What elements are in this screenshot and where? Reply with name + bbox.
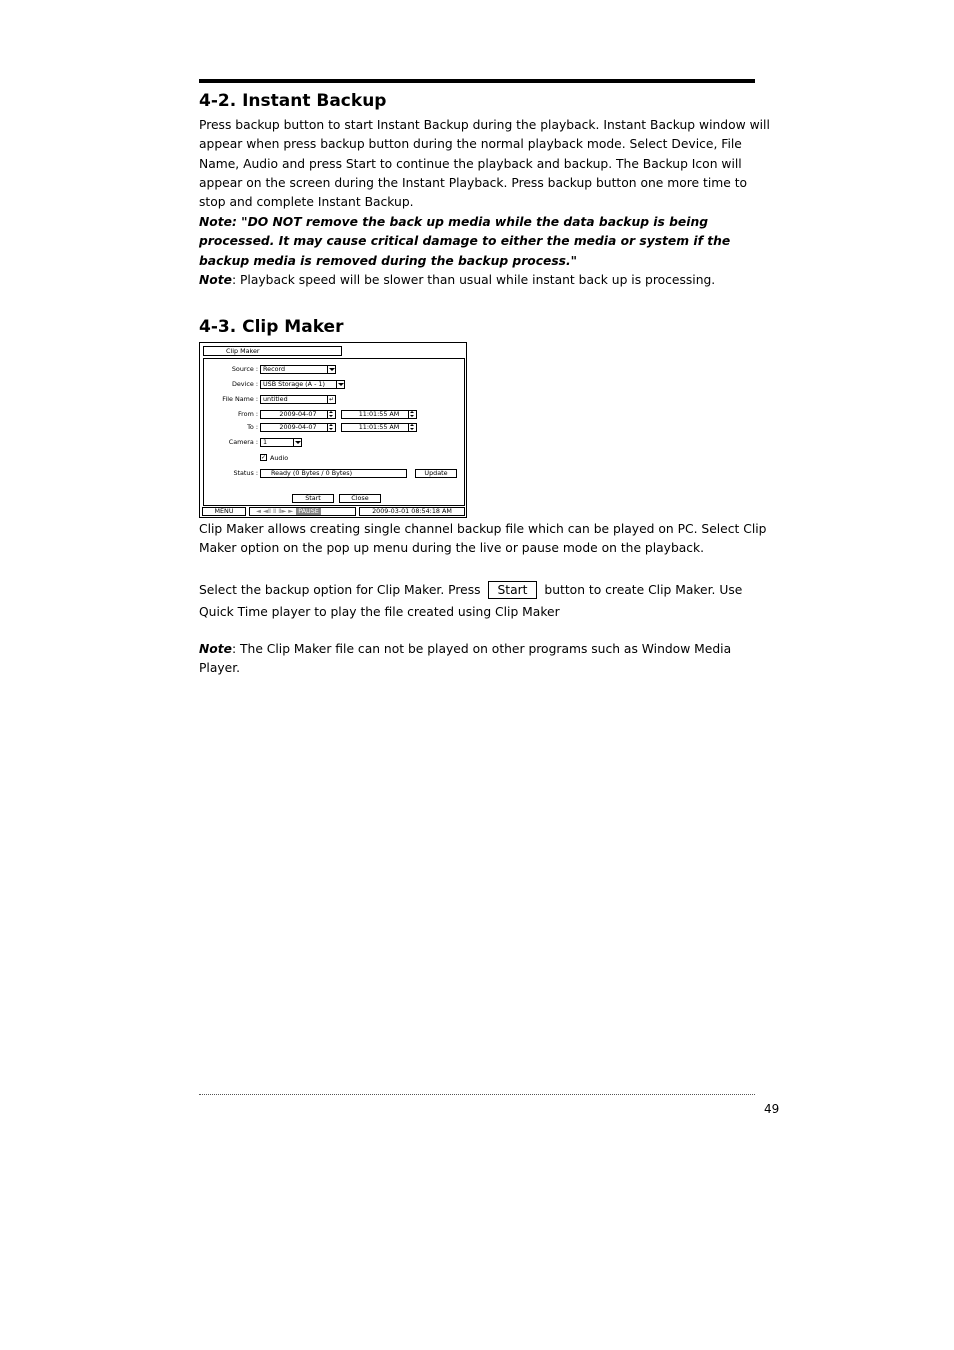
from-date-field[interactable] <box>260 410 336 419</box>
start-button[interactable]: Start <box>292 494 334 503</box>
source-label: Source : <box>231 365 258 373</box>
footer-divider <box>199 1094 755 1095</box>
backup-warning-note: Note: "DO NOT remove the back up media while the data backup is being processed. It may cause critical damage to either the media or system if the backup media is removed during the backup process." <box>199 215 731 268</box>
chevron-down-icon <box>293 439 301 446</box>
top-rule <box>199 79 755 83</box>
device-label: Device : <box>231 380 258 388</box>
playback-controls[interactable] <box>249 507 356 516</box>
camera-value: 1 <box>263 438 268 446</box>
to-date-field[interactable] <box>260 423 336 432</box>
note-text: : The Clip Maker file can not be played on other programs such as Window Media Player. <box>199 642 732 676</box>
clip-maker-note <box>199 640 774 679</box>
status-bar <box>200 507 466 517</box>
audio-checkbox[interactable]: ✓ <box>261 454 267 461</box>
playback-icons[interactable]: ◄ ◄Ⅱ Ⅱ Ⅱ► ► <box>256 507 294 515</box>
to-label: To : <box>247 423 258 431</box>
menu-button[interactable]: MENU <box>202 507 246 516</box>
status-field: Ready (0 Bytes / 0 Bytes) <box>260 469 407 478</box>
filename-value: untitled <box>263 395 288 403</box>
inline-start-button: Start <box>488 581 536 599</box>
clip-maker-dialog-screenshot <box>199 342 467 518</box>
note-label: Note <box>199 642 232 656</box>
spinner-icon[interactable] <box>408 424 416 431</box>
clip-maker-instructions <box>199 579 774 623</box>
filename-input[interactable] <box>260 395 336 404</box>
chevron-down-icon <box>327 366 335 373</box>
camera-label: Camera : <box>228 438 258 446</box>
pause-badge: PAUSE <box>298 507 319 515</box>
from-time-field[interactable] <box>341 410 417 419</box>
dialog-panel <box>203 358 465 506</box>
spinner-icon[interactable] <box>327 411 335 418</box>
chevron-down-icon <box>336 381 344 388</box>
audio-label: Audio <box>270 454 289 462</box>
note-text: : Playback speed will be slower than usual while instant back up is processing. <box>231 273 716 287</box>
dialog-title: Clip Maker <box>203 346 342 356</box>
close-button[interactable]: Close <box>339 494 381 503</box>
section-title-clip-maker: 4-3. Clip Maker <box>199 317 344 337</box>
filename-label: File Name : <box>222 395 258 403</box>
source-select[interactable] <box>260 365 336 374</box>
page-number: 49 <box>764 1102 780 1116</box>
from-date-value: 2009-04-07 <box>279 410 317 418</box>
section-title-instant-backup: 4-2. Instant Backup <box>199 91 387 111</box>
update-button[interactable]: Update <box>415 469 457 478</box>
enter-icon[interactable]: ↵ <box>328 396 335 403</box>
clip-maker-intro: Clip Maker allows creating single channel backup file which can be played on PC. Select Clip Maker option on the pop up menu during the live or pause mode on the playback. <box>199 522 767 556</box>
instr-before: Select the backup option for Clip Maker. Press <box>199 583 481 597</box>
to-time-field[interactable] <box>341 423 417 432</box>
spinner-icon[interactable] <box>327 424 335 431</box>
to-time-value: 11:01:55 AM <box>358 423 400 431</box>
camera-select[interactable] <box>260 438 302 447</box>
instr-after: button to create Clip Maker. Use Quick Time player to play the file created using Clip Maker <box>199 583 743 619</box>
source-value: Record <box>263 365 286 373</box>
playback-speed-note <box>199 271 774 290</box>
device-select[interactable] <box>260 380 345 389</box>
datetime-display: 2009-03-01 08:54:18 AM <box>359 507 465 516</box>
status-label: Status : <box>233 469 258 477</box>
to-date-value: 2009-04-07 <box>279 423 317 431</box>
from-label: From : <box>237 410 258 418</box>
instant-backup-body: Press backup button to start Instant Backup during the playback. Instant Backup window will appear when press backup button during the normal playback mode. Select Device, File Name, Audio and press Start to continue the playback and backup. The Backup Icon will appear on the screen during the Instant Playback. Press backup button one more time to stop and complete Instant Backup. <box>199 118 770 210</box>
note-label: Note <box>199 273 232 287</box>
device-value: USB Storage (A - 1) <box>263 380 325 388</box>
from-time-value: 11:01:55 AM <box>358 410 400 418</box>
spinner-icon[interactable] <box>408 411 416 418</box>
